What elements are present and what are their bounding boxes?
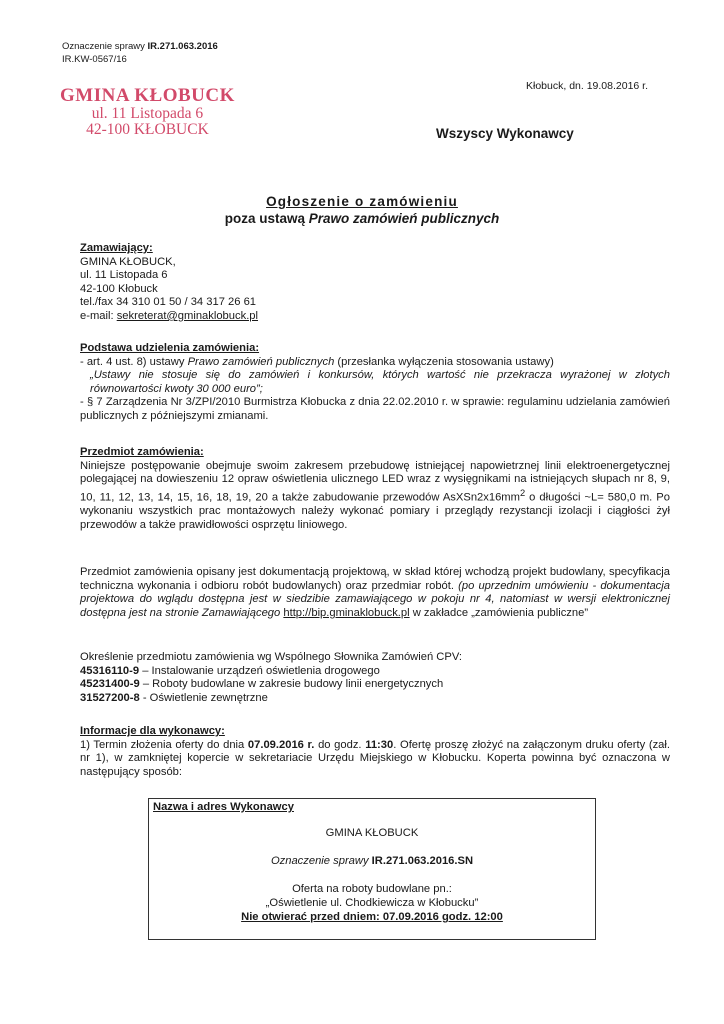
envelope-ref — [149, 855, 595, 869]
cpv-item — [80, 692, 670, 706]
cpv-desc: - Oświetlenie zewnętrzne — [139, 691, 268, 704]
podstawa-item-1-rest: (przesłanka wyłączenia stosowania ustawy) — [334, 355, 554, 368]
cpv-desc: – Roboty budowlane w zakresie budowy linii energetycznych — [139, 678, 444, 691]
envelope-offer-line-2: „Oświetlenie ul. Chodkiewicza w Kłobucku” — [265, 897, 479, 909]
cpv-section — [80, 651, 670, 705]
informacje-t3: . Ofertę proszę złożyć na załączonym druku oferty (zał. nr 1), w zamkniętej kopercie w sekretariacie Urzędu Miejskiego w Kłobucku. Koperta powinna być oznaczona w następujący sposób: — [80, 738, 670, 778]
section-przedmiot — [80, 446, 670, 532]
email-link[interactable]: sekreterat@gminaklobuck.pl — [116, 309, 259, 322]
document-date: Kłobuck, dn. 19.08.2016 r. — [526, 80, 649, 92]
przedmiot-p2a: Przedmiot zamówienia opisany jest dokumentacją projektową, w skład której wchodzą projekt budowlany, specyfikacja techniczna wykonania i odbioru robót budowlanych) oraz przedmiar robót. — [80, 566, 670, 592]
podstawa-item-1-quote: „Ustawy nie stosuje się do zamówień i konkursów, których wartość nie przekracza wyrażonej w złotych równowartości kwoty 30 000 euro”; — [90, 369, 670, 395]
envelope-ref-value: IR.271.063.2016.SN — [371, 855, 474, 867]
zamawiajacy-heading: Zamawiający: — [80, 242, 153, 254]
cpv-code: 45316110-9 — [80, 664, 140, 677]
recipient: Wszyscy Wykonawcy — [436, 126, 574, 141]
zamawiajacy-line-1: GMINA KŁOBUCK, — [80, 255, 176, 268]
ref-label: Oznaczenie sprawy — [62, 41, 145, 52]
przedmiot-heading: Przedmiot zamówienia: — [80, 446, 204, 458]
zamawiajacy-email-line — [80, 310, 670, 324]
document-title — [0, 193, 724, 227]
envelope-name: GMINA KŁOBUCK — [325, 827, 419, 839]
cpv-item — [80, 665, 670, 679]
cpv-item — [80, 678, 670, 692]
przedmiot-paragraph-1 — [80, 460, 670, 533]
municipality-stamp — [60, 86, 235, 138]
email-label: e-mail: — [80, 309, 117, 322]
przedmiot-p2-end: w zakładce „zamówienia publiczne” — [409, 606, 589, 619]
informacje-t1: 1) Termin złożenia oferty do dnia — [80, 738, 248, 751]
zamawiajacy-line-3: 42-100 Kłobuck — [80, 282, 158, 295]
cpv-desc: – Instalowanie urządzeń oświetlenia drogowego — [139, 664, 380, 677]
cpv-code: 31527200-8 — [80, 691, 140, 704]
title-line-2 — [0, 210, 724, 227]
envelope-warning: Nie otwierać przed dniem: 07.09.2016 godz. 12:00 — [241, 911, 503, 923]
zamawiajacy-line-4: tel./fax 34 310 01 50 / 34 317 26 61 — [80, 296, 257, 309]
przedmiot-p1a: Niniejsze postępowanie obejmuje swoim zakresem przebudowę istniejącej napowietrznej linii elektroenergetycznej polegającej na dowieszeniu 12 opraw oświetlenia ulicznego LED wraz z wysięgnikami na istniejących słupach nr 8, 9, 10, 11, 12, 13, 14, 15, 16, 18, 19, 20 a także zabudowanie przewodów AsXSn2x16mm — [80, 459, 670, 504]
przedmiot-p1b: o długości ~L= 580,0 m. Po wykonaniu wszystkich prac montażowych należy wykonać pomiary i przeglądy rezystancji izolacji i ciągłości żył przewodów a także prawidłowości osprzętu liniowego. — [80, 491, 670, 531]
envelope-warning-wrap — [149, 911, 595, 925]
przedmiot-p1-sup: 2 — [519, 487, 526, 498]
zamawiajacy-line-2: ul. 11 Listopada 6 — [80, 269, 168, 282]
section-informacje — [80, 725, 670, 779]
title-line-1: Ogłoszenie o zamówieniu — [266, 194, 458, 209]
envelope-offer-line-1: Oferta na roboty budowlane pn.: — [292, 883, 452, 895]
podstawa-item-1-italic: Prawo zamówień publicznych — [187, 355, 335, 368]
cpv-code: 45231400-9 — [80, 678, 140, 691]
informacje-heading: Informacje dla wykonawcy: — [80, 725, 225, 737]
cpv-intro: Określenie przedmiotu zamówienia wg Wspólnego Słownika Zamówień CPV: — [80, 651, 462, 663]
envelope-label-box — [148, 798, 596, 940]
przedmiot-p2-italic: (po uprzednim umówieniu - dokumentacja projektowa do wglądu dostępna jest w siedzibie zamawiającego w pokoju nr 4, natomiast w wersji elektronicznej dostępna jest na stronie Zamawiającego — [80, 579, 670, 619]
przedmiot-paragraph-2 — [80, 566, 670, 620]
stamp-line-1: GMINA KŁOBUCK — [60, 85, 235, 106]
stamp-line-2: ul. 11 Listopada 6 — [91, 105, 204, 122]
podstawa-item-1-prefix: - art. 4 ust. 8) ustawy — [80, 355, 188, 368]
envelope-ref-label: Oznaczenie sprawy — [270, 855, 372, 867]
bip-link[interactable]: http://bip.gminaklobuck.pl — [283, 606, 410, 619]
informacje-item-1 — [80, 739, 670, 780]
case-reference — [62, 40, 218, 66]
deadline-date: 07.09.2016 r. — [247, 738, 315, 751]
podstawa-item-2: - § 7 Zarządzenia Nr 3/ZPI/2010 Burmistrza Kłobucka z dnia 22.02.2010 r. w sprawie: regulaminu udzielania zamówień publicznych z późniejszymi zmianami. — [80, 396, 670, 422]
ref-secondary: IR.KW-0567/16 — [62, 54, 127, 65]
title-line-2-italic: Prawo zamówień publicznych — [308, 211, 500, 226]
deadline-time: 11:30 — [365, 738, 394, 751]
ref-value: IR.271.063.2016 — [147, 41, 218, 52]
section-zamawiajacy — [80, 242, 670, 324]
title-line-2-prefix: poza ustawą — [224, 211, 309, 226]
section-podstawa — [80, 342, 670, 424]
podstawa-item-1 — [80, 356, 670, 370]
envelope-heading: Nazwa i adres Wykonawcy — [153, 801, 294, 813]
informacje-t2: do godz. — [314, 738, 366, 751]
stamp-line-3: 42-100 KŁOBUCK — [86, 121, 209, 138]
podstawa-heading: Podstawa udzielenia zamówienia: — [80, 342, 260, 354]
